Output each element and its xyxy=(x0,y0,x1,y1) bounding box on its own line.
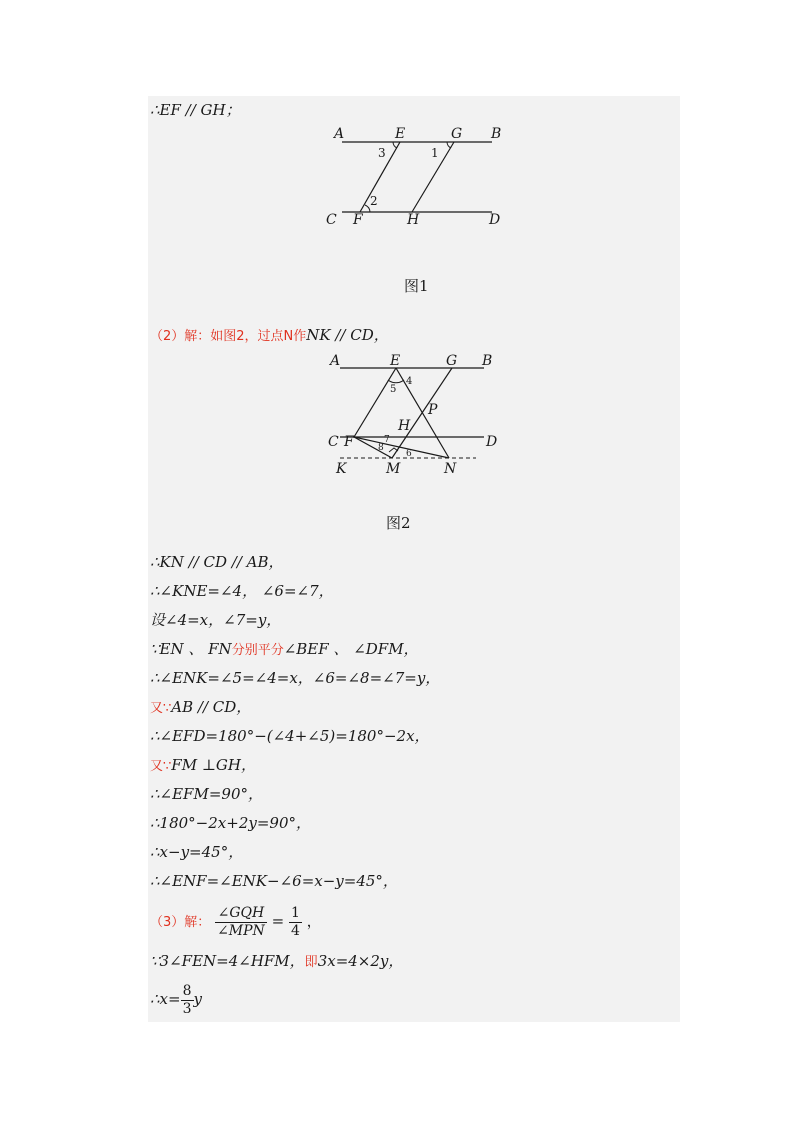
figure-2-caption: 图2 xyxy=(386,514,411,532)
statement-let-x-y: 设∠4=x，∠7=y， xyxy=(150,611,282,629)
point-m: M xyxy=(386,461,401,477)
statement-bisectors: ∵EN 、 FN分别平分∠BEF 、 ∠DFM， xyxy=(150,640,419,658)
one-quarter-fraction: $\frac{1}{4}$ xyxy=(290,904,300,939)
statement-x-minus-y: ∴x−y=45°， xyxy=(150,843,244,861)
point-f: F xyxy=(353,212,363,228)
line-ef xyxy=(354,368,396,437)
figure-2 xyxy=(326,350,506,480)
point-n: N xyxy=(444,461,457,477)
point-c: C xyxy=(328,434,339,450)
angle-label-1: 1 xyxy=(431,146,439,160)
statement-fm-perp-gh: 又∵FM ⊥GH， xyxy=(150,756,256,774)
point-h: H xyxy=(407,212,420,228)
line-en xyxy=(396,368,449,458)
statement-ab-parallel-cd: 又∵AB // CD， xyxy=(150,698,252,716)
point-b: B xyxy=(491,126,502,142)
eight-thirds-fraction: $\frac{8}{3}$ xyxy=(182,982,192,1017)
point-g: G xyxy=(446,353,458,369)
point-p: P xyxy=(428,402,438,418)
point-a: A xyxy=(330,353,341,369)
point-e: E xyxy=(390,353,401,369)
statement-enf: ∴∠ENF=∠ENK−∠6=x−y=45°， xyxy=(150,872,398,890)
angle-label-3: 3 xyxy=(378,146,386,160)
angle-arc-4-5 xyxy=(388,380,404,383)
point-b: B xyxy=(482,353,493,369)
point-e: E xyxy=(395,126,406,142)
statement-enk-equalities: ∴∠ENK=∠5=∠4=x，∠6=∠8=∠7=y， xyxy=(150,669,441,687)
figure-1 xyxy=(320,122,520,232)
part-2-heading: （2）解：如图2，过点N作NK // CD， xyxy=(150,326,389,344)
point-f: F xyxy=(344,434,354,450)
statement-efd: ∴∠EFD=180°−(∠4+∠5)=180°−2x， xyxy=(150,727,430,745)
point-g: G xyxy=(451,126,463,142)
angle-label-7: 7 xyxy=(384,435,390,445)
statement-angle-equality: ∴∠KNE=∠4， ∠6=∠7， xyxy=(150,582,334,600)
statement-ef-parallel-gh: ∴EF // GH； xyxy=(150,101,241,119)
angle-label-4: 4 xyxy=(406,376,413,387)
figure-1-caption: 图1 xyxy=(404,277,429,295)
ratio-fraction: $\frac{\text{∠GQH}}{\text{∠MPN}}$ xyxy=(217,904,265,939)
point-d: D xyxy=(486,434,498,450)
part-3-heading: （3）解： $\frac{\text{∠GQH}}{\text{∠MPN}}$ = $\frac{1}{4}$ ， xyxy=(150,904,322,939)
point-a: A xyxy=(334,126,345,142)
point-h: H xyxy=(398,418,411,434)
statement-kn-parallel: ∴KN // CD // AB， xyxy=(150,553,284,571)
angle-label-2: 2 xyxy=(370,194,378,208)
angle-label-5: 5 xyxy=(390,384,397,395)
point-c: C xyxy=(326,212,337,228)
angle-label-8: 8 xyxy=(378,443,384,453)
statement-x-value: ∴x= $\frac{8}{3}$ y xyxy=(150,982,202,1017)
statement-equation: ∴180°−2x+2y=90°， xyxy=(150,814,311,832)
line-fn xyxy=(354,437,449,458)
statement-fen-hfm: ∵3∠FEN=4∠HFM，即3x=4×2y， xyxy=(150,952,404,970)
statement-efm: ∴∠EFM=90°， xyxy=(150,785,263,803)
point-d: D xyxy=(489,212,501,228)
angle-label-6: 6 xyxy=(406,449,412,459)
point-k: K xyxy=(336,461,347,477)
